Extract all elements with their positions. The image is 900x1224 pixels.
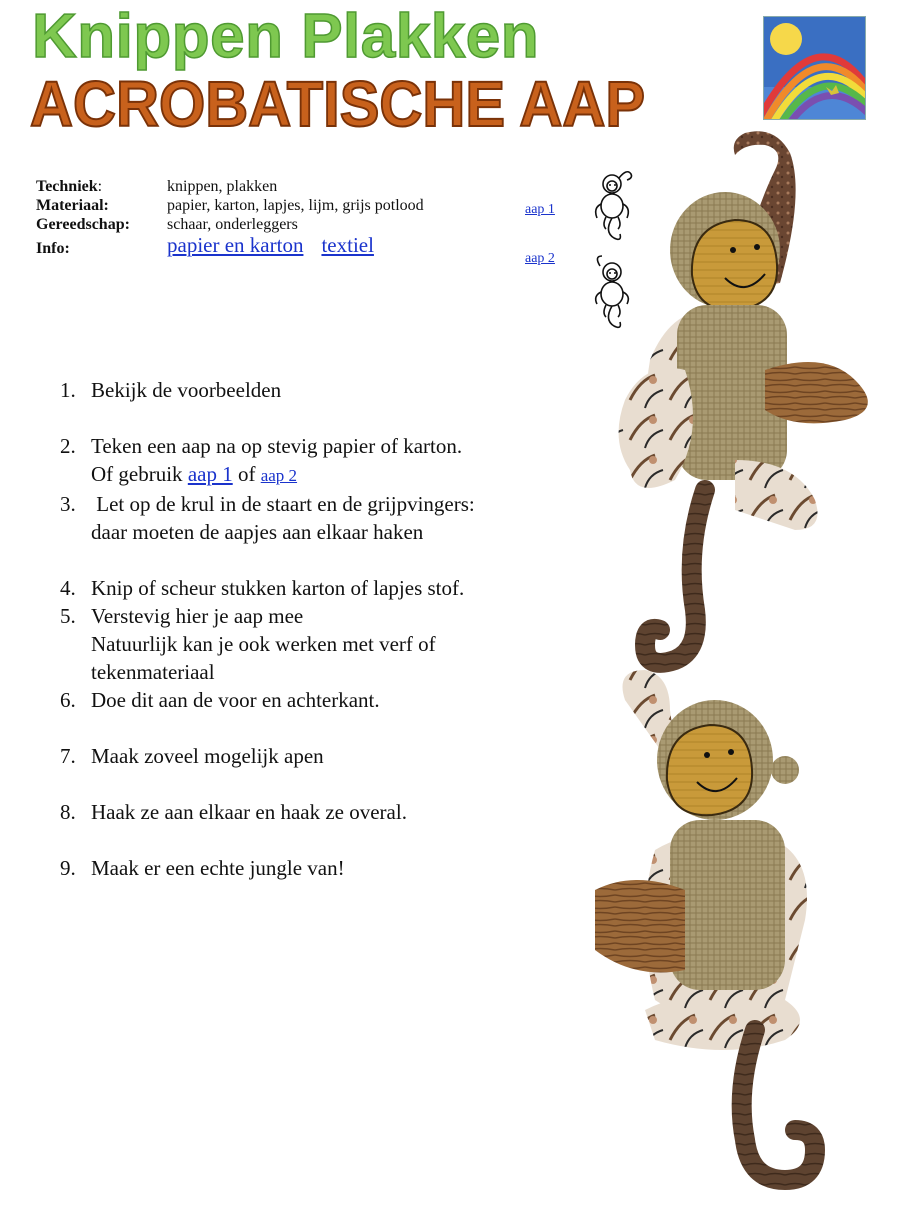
step-7-text: Maak zoveel mogelijk apen (91, 744, 324, 768)
step-8-text: Haak ze aan elkaar en haak ze overal. (91, 800, 407, 824)
step-6-text: Doe dit aan de voor en achterkant. (91, 688, 380, 712)
step-1-text: Bekijk de voorbeelden (91, 378, 282, 402)
techniek-value: knippen, plakken (167, 178, 278, 195)
link-aap-1-side[interactable]: aap 1 (525, 202, 555, 217)
link-aap-2-side[interactable]: aap 2 (525, 251, 555, 266)
step-5: 5. Verstevig hier je aap mee Natuurlijk kan je ook werken met verf of tekenmateriaal (60, 604, 436, 684)
link-aap-2[interactable]: aap 2 (260, 466, 298, 485)
step-3-line1: Let op de krul in de staart en de grijpvingers: (91, 492, 475, 516)
gereedschap-value: schaar, onderleggers (167, 216, 298, 233)
rainbow-drawing-thumbnail (763, 16, 866, 120)
materiaal-label: Materiaal: (36, 197, 109, 214)
link-textiel[interactable]: textiel (321, 233, 374, 257)
step-4: 4. Knip of scheur stukken karton of lapjes stof. (60, 576, 465, 600)
step-5-line1: Verstevig hier je aap mee (91, 604, 304, 628)
link-aap-1[interactable]: aap 1 (187, 462, 233, 486)
title-knippen-plakken: Knippen Plakken (32, 2, 540, 71)
techniek-label: Techniek (36, 178, 98, 195)
step-4-text: Knip of scheur stukken karton of lapjes stof. (91, 576, 465, 600)
step-5-line2: Natuurlijk kan je ook werken met verf of (91, 632, 436, 656)
info-label: Info: (36, 240, 70, 257)
step-9: 9. Maak er een echte jungle van! (60, 856, 345, 880)
upper-monkey (619, 131, 868, 663)
step-5-line3: tekenmateriaal (91, 660, 215, 684)
title-acrobatische-aap: ACROBATISCHE AAP (30, 68, 646, 140)
materiaal-value: papier, karton, lapjes, lijm, grijs potlood (167, 197, 424, 214)
step-8: 8. Haak ze aan elkaar en haak ze overal. (60, 800, 407, 824)
step-2: 2. Teken een aap na op stevig papier of karton. Of gebruik aap 1 of aap 2 (60, 434, 463, 486)
gereedschap-label: Gereedschap: (36, 216, 130, 233)
link-papier-en-karton[interactable]: papier en karton (167, 233, 304, 257)
step-3-line2: daar moeten de aapjes aan elkaar haken (91, 520, 424, 544)
step-6: 6. Doe dit aan de voor en achterkant. (60, 688, 380, 712)
techniek-colon: : (97, 178, 103, 195)
step-3: 3. Let op de krul in de staart en de grijpvingers: daar moeten de aapjes aan elkaar haken (60, 492, 475, 544)
lower-monkey (595, 670, 815, 1180)
step-2-line1: Teken een aap na op stevig papier of karton. (91, 434, 463, 458)
step-9-text: Maak er een echte jungle van! (91, 856, 345, 880)
step-1: 1. Bekijk de voorbeelden (60, 378, 282, 402)
instruction-list (60, 376, 580, 882)
step-7: 7. Maak zoveel mogelijk apen (60, 744, 324, 768)
collage-monkeys-illustration (585, 130, 897, 1220)
